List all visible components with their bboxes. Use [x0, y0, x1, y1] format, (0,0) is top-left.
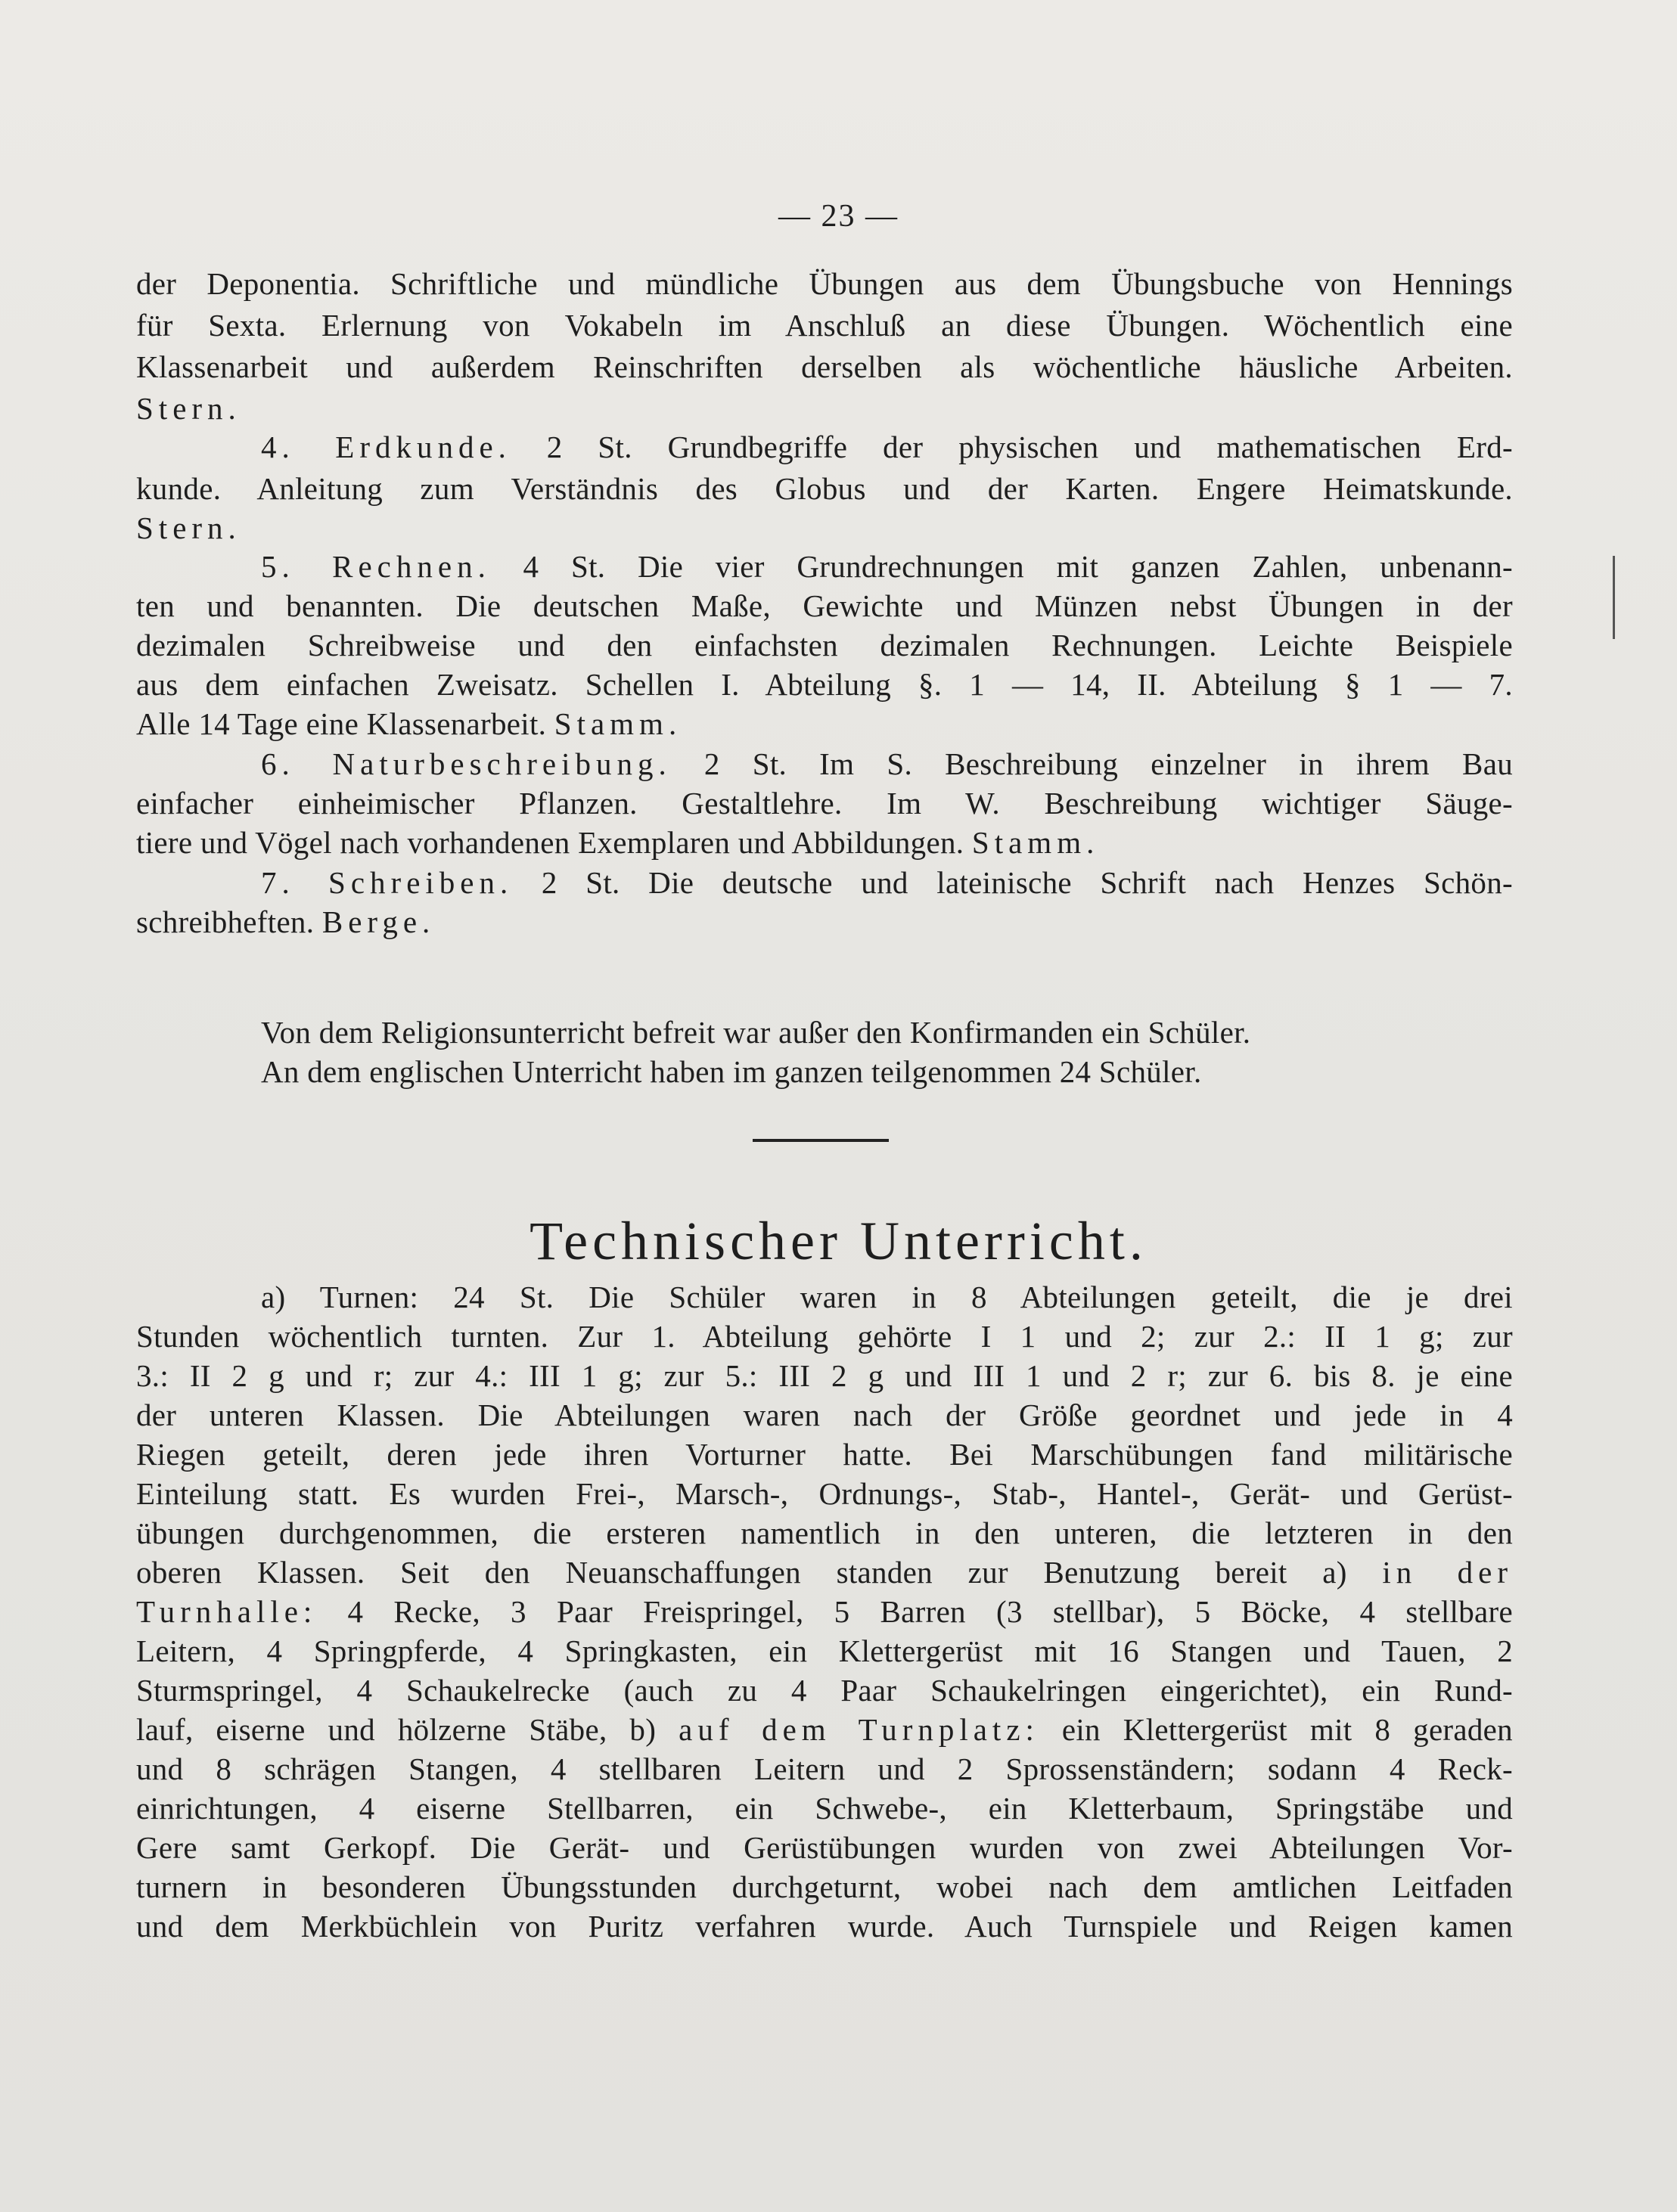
text-line — [136, 824, 1513, 861]
text-line — [136, 1711, 1513, 1748]
text-span: 4 Recke, 3 Paar Freispringel, 5 Barren (3 stellbar), 5 Böcke, 4 stellbare — [347, 1594, 1513, 1629]
text-line — [261, 745, 1513, 783]
text-line: 3.: II 2 g und r; zur 4.: III 1 g; zur 5.: III 2 g und III 1 und 2 r; zur 6. bis 8. je eine — [136, 1358, 1513, 1393]
text-line: Stunden wöchentlich turnten. Zur 1. Abteilung gehörte I 1 und 2; zur 2.: II 1 g; zur — [136, 1319, 1513, 1354]
margin-mark — [1613, 556, 1615, 639]
text-line — [136, 389, 1513, 427]
text-line: turnern in besonderen Übungsstunden durchgeturnt, wobei nach dem amtlichen Leitfaden — [136, 1869, 1513, 1904]
text-line: a) Turnen: 24 St. Die Schüler waren in 8 Abteilungen geteilt, die je drei — [261, 1280, 1513, 1314]
text-line — [136, 509, 1513, 547]
text-line: für Sexta. Erlernung von Vokabeln im Anschluß an diese Übungen. Wöchentlich eine — [136, 308, 1513, 343]
text-line — [261, 548, 1513, 585]
text-span: 2 St. Die deutsche und lateinische Schrift nach Henzes Schön- — [541, 865, 1513, 900]
text-line: und 8 schrägen Stangen, 4 stellbaren Leitern und 2 Sprossenständern; sodann 4 Reck- — [136, 1751, 1513, 1786]
text-line — [136, 1593, 1513, 1630]
text-line: Riegen geteilt, deren jede ihren Vorturner hatte. Bei Marschübungen fand militärische — [136, 1437, 1513, 1472]
text-line: einfacher einheimischer Pflanzen. Gestaltlehre. Im W. Beschreibung wichtiger Säuge- — [136, 786, 1513, 821]
teacher-name: Stern. — [136, 391, 241, 426]
text-span: tiere und Vögel nach vorhandenen Exemplaren und Abbildungen. — [136, 825, 964, 860]
note-line: An dem englischen Unterricht haben im ganzen teilgenommen 24 Schüler. — [261, 1054, 1202, 1089]
text-line — [261, 428, 1513, 466]
section-title: Technischer Unterricht. — [529, 1211, 1148, 1271]
teacher-name: Stern. — [136, 510, 241, 545]
text-line: einrichtungen, 4 eiserne Stellbarren, ein Schwebe-, ein Kletterbaum, Springstäbe und — [136, 1791, 1513, 1826]
text-span: Alle 14 Tage eine Klassenarbeit. — [136, 706, 547, 741]
text-line: ten und benannten. Die deutschen Maße, Gewichte und Münzen nebst Übungen in der — [136, 588, 1513, 623]
text-line — [136, 903, 1513, 941]
subject-heading: 7. Schreiben. — [261, 865, 514, 900]
text-line — [261, 864, 1513, 901]
text-span: ein Klettergerüst mit 8 geraden — [1061, 1712, 1513, 1747]
text-span: schreibheften. — [136, 904, 315, 939]
text-line — [136, 1553, 1513, 1591]
text-span: 4 St. Die vier Grundrechnungen mit ganzen Zahlen, unbenann- — [523, 549, 1513, 584]
text-line: aus dem einfachen Zweisatz. Schellen I. Abteilung §. 1 — 14, II. Abteilung § 1 — 7. — [136, 667, 1513, 702]
teacher-name: Stamm. — [971, 825, 1100, 860]
spaced-text: Turnhalle: — [136, 1594, 318, 1629]
spaced-text: in der — [1382, 1555, 1514, 1590]
text-line: dezimalen Schreibweise und den einfachsten dezimalen Rechnungen. Leichte Beispiele — [136, 628, 1513, 662]
text-line: Einteilung statt. Es wurden Frei-, Marsch-, Ordnungs-, Stab-, Hantel-, Gerät- und Gerüst- — [136, 1476, 1513, 1511]
text-line: übungen durchgenommen, die ersteren namentlich in den unteren, die letzteren in den — [136, 1516, 1513, 1550]
text-line: Sturmspringel, 4 Schaukelrecke (auch zu 4 Paar Schaukelringen eingerichtet), ein Rund- — [136, 1673, 1513, 1708]
text-line: Leitern, 4 Springpferde, 4 Springkasten, ein Klettergerüst mit 16 Stangen und Tauen, 2 — [136, 1633, 1513, 1668]
text-line — [136, 705, 1513, 743]
section-divider — [753, 1139, 889, 1142]
text-span: oberen Klassen. Seit den Neuanschaffungen standen zur Benutzung bereit a) — [136, 1555, 1347, 1590]
text-line: Gere samt Gerkopf. Die Gerät- und Gerüstübungen wurden von zwei Abteilungen Vor- — [136, 1830, 1513, 1865]
text-line: der unteren Klassen. Die Abteilungen waren nach der Größe geordnet und jede in 4 — [136, 1398, 1513, 1432]
teacher-name: Berge. — [321, 904, 436, 939]
text-span: lauf, eiserne und hölzerne Stäbe, b) — [136, 1712, 657, 1747]
text-line: Klassenarbeit und außerdem Reinschriften derselben als wöchentliche häusliche Arbeiten. — [136, 349, 1513, 384]
text-line: kunde. Anleitung zum Verständnis des Globus und der Karten. Engere Heimatskunde. — [136, 471, 1513, 506]
text-span: 2 St. Im S. Beschreibung einzelner in ihrem Bau — [703, 746, 1513, 781]
page-number: — 23 — — [778, 199, 899, 234]
text-line: der Deponentia. Schriftliche und mündliche Übungen aus dem Übungsbuche von Hennings — [136, 266, 1513, 301]
subject-heading: 6. Naturbeschreibung. — [261, 746, 672, 781]
subject-heading: 5. Rechnen. — [261, 549, 491, 584]
teacher-name: Stamm. — [554, 706, 682, 741]
subject-heading: 4. Erdkunde. — [261, 430, 511, 464]
spaced-text: auf dem Turnplatz: — [679, 1712, 1039, 1747]
note-line: Von dem Religionsunterricht befreit war außer den Konfirmanden ein Schüler. — [261, 1015, 1251, 1050]
text-line: und dem Merkbüchlein von Puritz verfahren wurde. Auch Turnspiele und Reigen kamen — [136, 1909, 1513, 1944]
text-span: 2 St. Grundbegriffe der physischen und mathematischen Erd- — [546, 430, 1513, 464]
